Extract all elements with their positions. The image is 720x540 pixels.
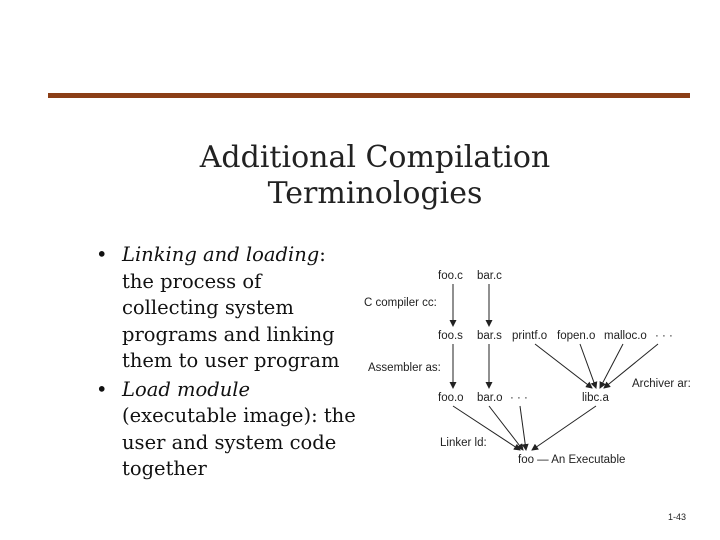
label-archiver: Archiver ar: <box>632 378 691 390</box>
bullet-item <box>94 242 356 375</box>
node-bar-o: bar.o <box>477 392 503 404</box>
label-compiler: C compiler cc: <box>364 297 437 309</box>
bullet-term: Load module <box>122 377 251 401</box>
node-foo-c: foo.c <box>438 270 463 282</box>
arrow-more-to-exe <box>520 406 526 450</box>
slide-title <box>160 140 590 212</box>
node-ellipsis-mid: · · · <box>510 392 528 404</box>
node-foo-executable: foo — An Executable <box>518 454 626 466</box>
node-ellipsis-top: · · · <box>655 330 673 342</box>
label-linker: Linker ld: <box>440 437 487 449</box>
title-line-1: Additional Compilation <box>199 140 551 175</box>
arrow-libc-to-exe <box>532 406 596 450</box>
arrow-fopen-to-libc <box>580 344 596 388</box>
bullet-term: Linking and loading <box>122 243 320 266</box>
bullet-marker: • <box>96 377 108 401</box>
node-foo-o: foo.o <box>438 392 464 404</box>
page-number: 1-43 <box>668 512 687 522</box>
label-assembler: Assembler as: <box>368 362 441 374</box>
header-rule <box>48 93 690 98</box>
node-fopen-o: fopen.o <box>557 330 596 342</box>
node-bar-c: bar.c <box>477 270 502 282</box>
compilation-diagram <box>360 258 705 473</box>
bullet-item <box>94 377 356 483</box>
bullet-text: (executable image): the user and system code together <box>122 404 356 480</box>
node-malloc-o: malloc.o <box>604 330 647 342</box>
node-printf-o: printf.o <box>512 330 548 342</box>
arrow-bar-o-to-exe <box>489 406 523 450</box>
bullet-text: : the process of collecting system programs and linking them to user program <box>122 243 340 372</box>
node-libc-a: libc.a <box>582 392 609 404</box>
title-line-2: Terminologies <box>267 176 483 211</box>
node-bar-s: bar.s <box>477 330 502 342</box>
node-foo-s: foo.s <box>438 330 463 342</box>
arrow-printf-to-libc <box>535 344 592 388</box>
bullet-list <box>94 242 356 485</box>
bullet-marker: • <box>96 243 108 266</box>
